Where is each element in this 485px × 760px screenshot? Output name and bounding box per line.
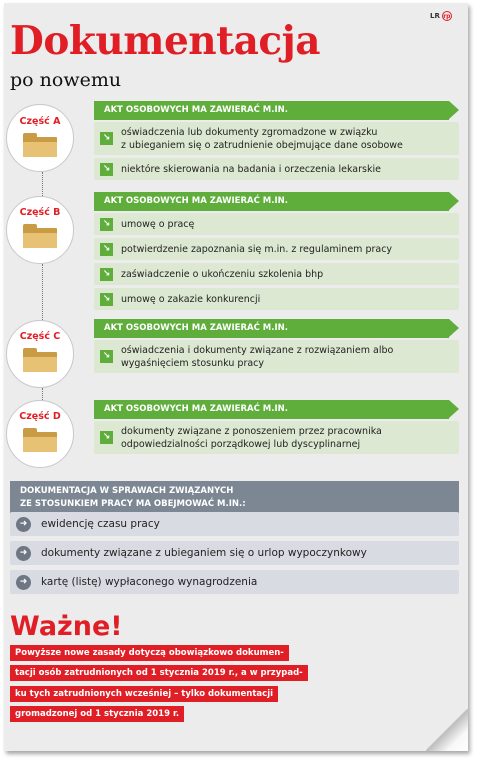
important-line: tacji osób zatrudnionych od 1 stycznia 2019 r., a w przypad- (10, 665, 308, 681)
list-item-text: umowę o zakazie konkurencji (121, 293, 261, 305)
list-item (10, 570, 459, 594)
list-item (94, 238, 459, 260)
folder-icon (23, 133, 57, 157)
logo-text: LR (430, 12, 440, 20)
documentation-header: DOKUMENTACJA W SPRAWACH ZWIĄZANYCH ZE STOSUNKIEM PRACY MA OBEJMOWAĆ M.IN.: (10, 481, 459, 515)
arrow-down-right-icon: ↘ (100, 243, 113, 256)
important-line: gromadzonej od 1 stycznia 2019 r. (10, 706, 184, 722)
timeline-connector (42, 172, 43, 196)
arrow-right-circle-icon: ➜ (16, 575, 31, 590)
part-d-label: Część D (19, 411, 61, 422)
list-item-text: potwierdzenie zapoznania się m.in. z regulaminem pracy (121, 243, 393, 255)
list-item (94, 213, 459, 235)
list-item (94, 122, 459, 155)
list-item (10, 512, 459, 536)
list-item (94, 263, 459, 285)
part-a-label: Część A (19, 116, 61, 127)
list-item-text: niektóre skierowania na badania i orzeczenia lekarskie (121, 163, 381, 175)
list-item-text: dokumenty związane z ponoszeniem przez pracownika odpowiedzialności porządkowej lub dyscyplinarnej (121, 425, 382, 450)
arrow-down-right-icon: ↘ (100, 431, 113, 444)
folder-icon (23, 348, 57, 372)
list-item-text: umowę o pracę (121, 218, 195, 230)
list-item (94, 421, 459, 454)
important-line: Powyższe nowe zasady dotyczą obowiązkowo dokumen- (10, 645, 289, 661)
arrow-down-right-icon: ↘ (100, 268, 113, 281)
page-subtitle: po nowemu (10, 69, 122, 91)
list-item (94, 288, 459, 310)
page-title: Dokumentacja (10, 18, 321, 64)
list-item (94, 158, 459, 180)
list-item-text: oświadczenia lub dokumenty zgromadzone w związku z ubieganiem się o zatrudnienie obejmujące dane osobowe (121, 126, 403, 151)
logo-mark: rp (443, 13, 451, 20)
list-item-text: zaświadczenie o ukończeniu szkolenia bhp (121, 268, 324, 280)
timeline-connector (42, 388, 43, 400)
list-item-text: oświadczenia i dokumenty związane z rozwiązaniem albo wygaśnięciem stosunku pracy (121, 344, 394, 369)
part-c-header: AKT OSOBOWYCH MA ZAWIERAĆ M.IN. (94, 319, 449, 338)
publisher-logo (430, 11, 452, 21)
part-b-header: AKT OSOBOWYCH MA ZAWIERAĆ M.IN. (94, 192, 449, 211)
arrow-down-right-icon: ↘ (100, 163, 113, 176)
arrow-down-right-icon: ↘ (100, 132, 113, 145)
list-item-text: dokumenty związane z ubieganiem się o urlop wypoczynkowy (41, 547, 367, 559)
part-b-label: Część B (19, 207, 61, 218)
list-item (94, 340, 459, 373)
list-item-text: ewidencję czasu pracy (41, 518, 160, 530)
arrow-down-right-icon: ↘ (100, 350, 113, 363)
folder-icon (23, 224, 57, 248)
arrow-down-right-icon: ↘ (100, 218, 113, 231)
part-a-header: AKT OSOBOWYCH MA ZAWIERAĆ M.IN. (94, 101, 449, 120)
important-line: ku tych zatrudnionych wcześniej – tylko dokumentacji (10, 686, 278, 702)
arrow-down-right-icon: ↘ (100, 293, 113, 306)
important-title: Ważne! (10, 611, 123, 642)
arrow-right-circle-icon: ➜ (16, 517, 31, 532)
page-curl (426, 709, 468, 751)
part-d-header: AKT OSOBOWYCH MA ZAWIERAĆ M.IN. (94, 400, 449, 419)
arrow-right-circle-icon: ➜ (16, 546, 31, 561)
list-item-text: kartę (listę) wypłaconego wynagrodzenia (41, 576, 258, 588)
timeline-connector (42, 264, 43, 320)
list-item (10, 541, 459, 565)
part-c-label: Część C (19, 331, 61, 342)
folder-icon (23, 428, 57, 452)
